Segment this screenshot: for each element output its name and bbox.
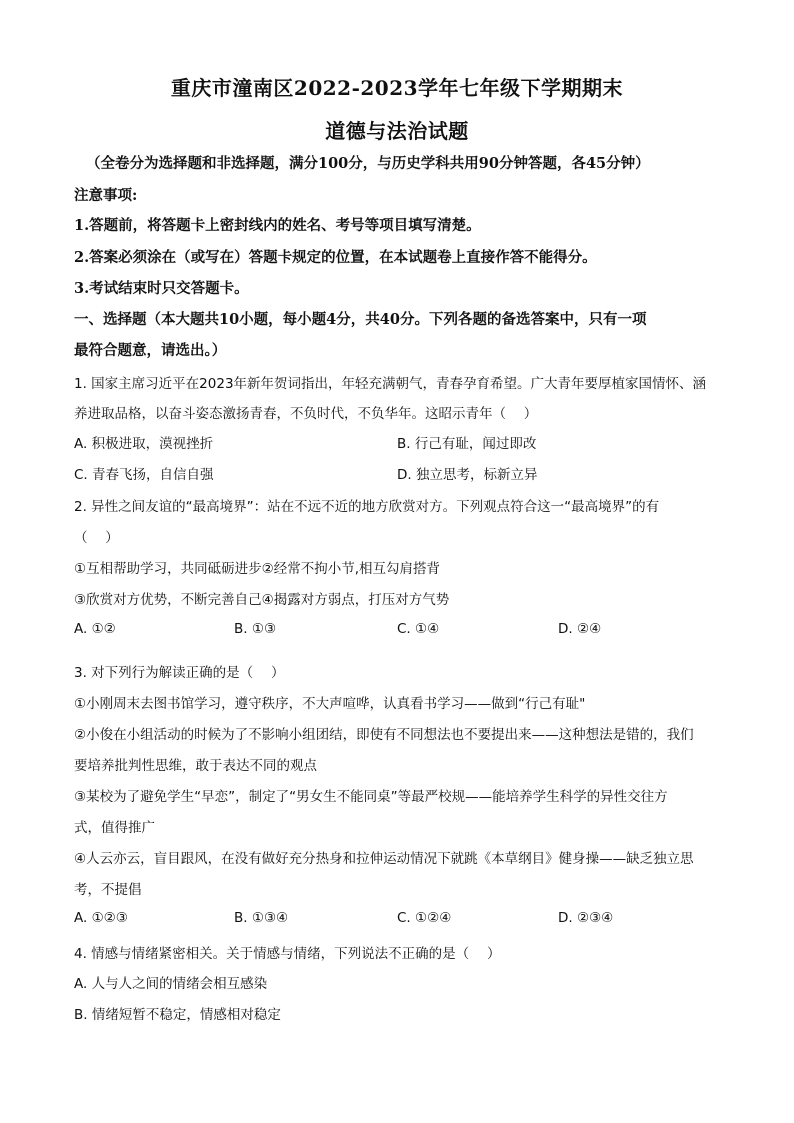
question-2-option-b: B. ①③ bbox=[234, 621, 277, 637]
exam-subtitle: 道德与法治试题 bbox=[325, 119, 469, 143]
instruction-item: 2.答案必须涂在（或写在）答题卡规定的位置，在本试题卷上直接作答不能得分。 bbox=[74, 249, 597, 266]
question-2-stem: 2. 异性之间友谊的“最高境界”：站在不远不近的地方欣赏对方。下列观点符合这一“最高境界”的有 bbox=[74, 499, 660, 515]
question-1-stem: 1. 国家主席习近平在2023年新年贺词指出，年轻充满朝气，青春孕育希望。广大青年要厚植家国情怀、涵 bbox=[74, 376, 707, 392]
exam-note: （全卷分为选择题和非选择题，满分100分，与历史学科共用90分钟答题，各45分钟） bbox=[86, 155, 650, 172]
question-1-stem-cont: 养进取品格，以奋斗姿态激扬青春，不负时代，不负华年。这昭示青年（ ） bbox=[74, 406, 538, 422]
question-1-option-d: D. 独立思考，标新立异 bbox=[397, 467, 538, 483]
question-1-option-c: C. 青春飞扬，自信自强 bbox=[74, 467, 214, 483]
question-2-stem-cont: （ ） bbox=[74, 530, 119, 546]
question-3-statement-cont: 要培养批判性思维，敢于表达不同的观点 bbox=[74, 758, 317, 774]
question-3-option-d: D. ②③④ bbox=[558, 910, 614, 926]
question-3-statement: ④人云亦云，盲目跟风，在没有做好充分热身和拉伸运动情况下就跳《本草纲目》健身操——缺乏独立思 bbox=[74, 851, 694, 867]
question-2-statements: ③欣赏对方优势，不断完善自己④揭露对方弱点，打压对方气势 bbox=[74, 592, 450, 608]
question-3-statement: ③某校为了避免学生“早恋”，制定了“男女生不能同桌”等最严校规——能培养学生科学的异性交往方 bbox=[74, 789, 668, 805]
question-4-stem: 4. 情感与情绪紧密相关。关于情感与情绪，下列说法不正确的是（ ） bbox=[74, 946, 501, 962]
question-3-option-b: B. ①③④ bbox=[234, 910, 289, 926]
question-1-option-a: A. 积极进取，漠视挫折 bbox=[74, 436, 214, 452]
question-3-stem: 3. 对下列行为解读正确的是（ ） bbox=[74, 665, 285, 681]
section-heading-cont: 最符合题意，请选出。） bbox=[74, 342, 227, 359]
question-2-option-a: A. ①② bbox=[74, 621, 116, 637]
instruction-item: 1.答题前，将答题卡上密封线内的姓名、考号等项目填写清楚。 bbox=[74, 217, 481, 234]
question-2-option-c: C. ①④ bbox=[397, 621, 440, 637]
question-3-statement: ②小俊在小组活动的时候为了不影响小组团结，即使有不同想法也不要提出来——这种想法是错的，我们 bbox=[74, 727, 694, 743]
instruction-item: 3.考试结束时只交答题卡。 bbox=[74, 280, 249, 297]
question-3-statement-cont: 式，值得推广 bbox=[74, 820, 155, 836]
question-3-option-a: A. ①②③ bbox=[74, 910, 128, 926]
instructions-heading: 注意事项: bbox=[74, 187, 138, 204]
question-3-statement-cont: 考，不提倡 bbox=[74, 882, 142, 898]
question-4-option-b: B. 情绪短暂不稳定，情感相对稳定 bbox=[74, 1007, 281, 1023]
question-3-option-c: C. ①②④ bbox=[397, 910, 452, 926]
question-2-option-d: D. ②④ bbox=[558, 621, 602, 637]
section-heading: 一、选择题（本大题共10小题，每小题4分，共40分。下列各题的备选答案中，只有一项 bbox=[74, 311, 647, 328]
question-4-option-a: A. 人与人之间的情绪会相互感染 bbox=[74, 976, 268, 992]
exam-title: 重庆市潼南区2022-2023学年七年级下学期期末 bbox=[170, 76, 624, 100]
question-3-statement: ①小刚周末去图书馆学习，遵守秩序，不大声喧哗，认真看书学习——做到“行己有耻" bbox=[74, 696, 586, 712]
question-1-option-b: B. 行己有耻，闻过即改 bbox=[397, 436, 537, 452]
question-2-statements: ①互相帮助学习，共同砥砺进步②经常不拘小节,相互勾肩搭背 bbox=[74, 561, 440, 577]
